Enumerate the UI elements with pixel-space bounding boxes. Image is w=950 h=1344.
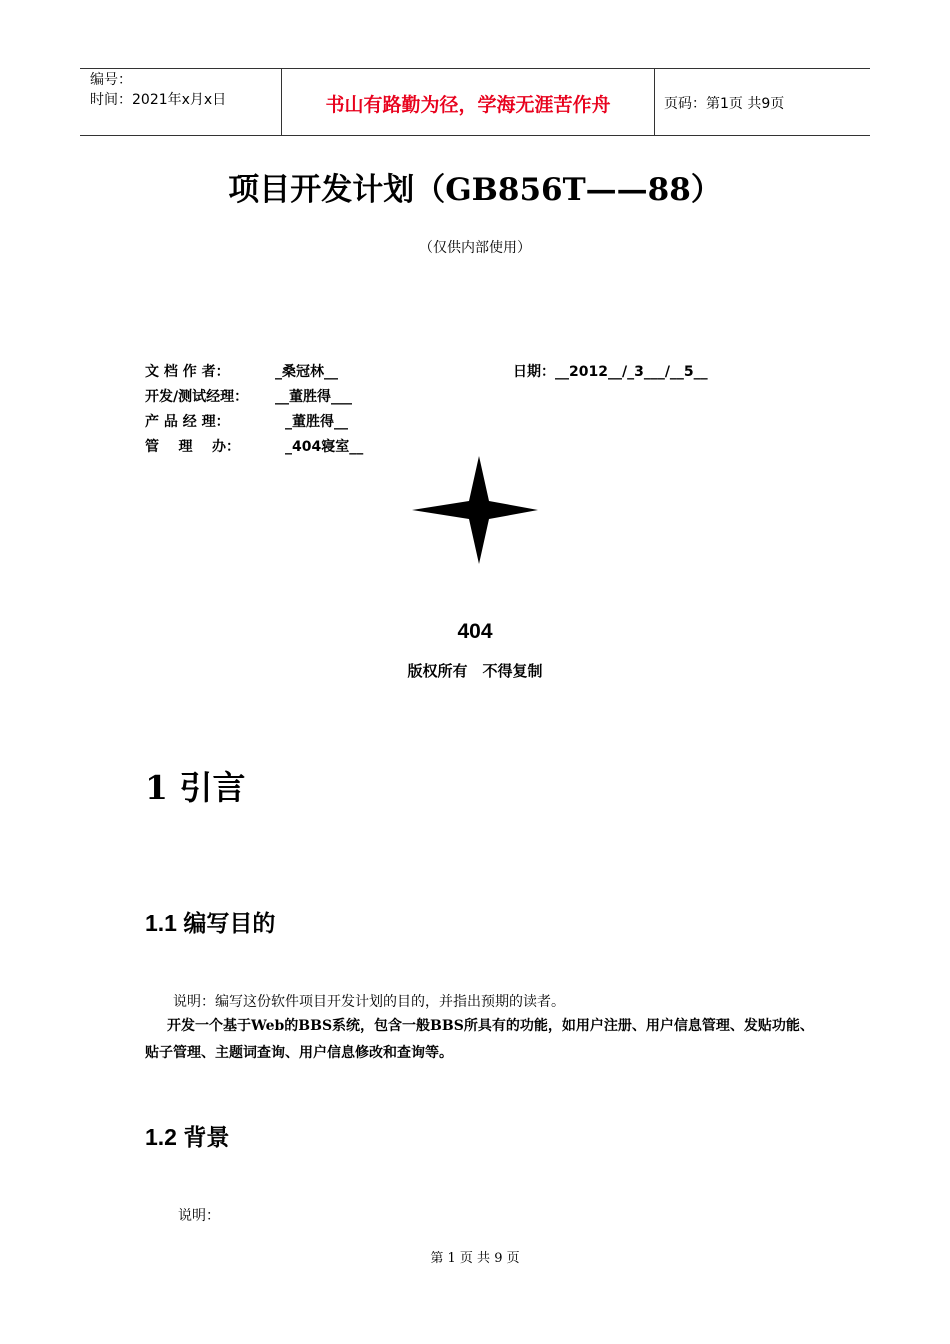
section-1-2-heading: 1.2 背景 — [145, 1124, 230, 1150]
document-number-label: 编号： — [90, 72, 132, 88]
organization-code: 404 — [457, 620, 493, 643]
header-divider-right — [654, 68, 655, 136]
header-left-cell — [90, 70, 226, 110]
section-1-1-paragraph-text: 开发一个基于Web的BBS系统，包含一般BBS所具有的功能，如用户注册、用户信息管理、发贴功能、贴子管理、主题词查询、用户信息修改和查询等。 — [145, 1018, 814, 1061]
dev-manager-value: __董胜得___ — [275, 389, 352, 405]
document-date: 日期：__2012__/_3___/__5__ — [513, 364, 708, 380]
document-title: 项目开发计划（GB856T——88） — [228, 172, 722, 208]
management-office-value: _404寝室__ — [285, 439, 364, 455]
product-manager-value: _董胜得__ — [285, 414, 348, 430]
document-subtitle: （仅供内部使用） — [419, 240, 531, 256]
author-value: _桑冠林__ — [275, 364, 338, 380]
header-bottom-rule — [80, 135, 870, 136]
four-point-star-icon — [412, 456, 538, 564]
page-footer: 第 1 页 共 9 页 — [430, 1251, 520, 1266]
section-1-1-paragraph — [145, 1013, 825, 1067]
section-1-2-note: 说明： — [178, 1208, 220, 1224]
section-1-1-note: 说明：编写这份软件项目开发计划的目的，并指出预期的读者。 — [173, 994, 565, 1010]
section-1-heading: 1 引言 — [145, 768, 246, 807]
header-motto: 书山有路勤为径，学海无涯苦作舟 — [325, 94, 611, 116]
copyright-notice: 版权所有 不得复制 — [407, 662, 543, 680]
section-1-1-heading: 1.1 编写目的 — [145, 910, 276, 936]
author-label: 文 档 作 者： — [145, 364, 230, 380]
document-time-label: 时间：2021年x月x日 — [90, 92, 227, 108]
management-office-label: 管 理 办： — [145, 439, 240, 455]
header-top-rule — [80, 68, 870, 69]
product-manager-label: 产 品 经 理： — [145, 414, 230, 430]
dev-manager-label: 开发/测试经理： — [145, 389, 249, 405]
header-page-number: 页码：第1页 共9页 — [664, 96, 785, 112]
